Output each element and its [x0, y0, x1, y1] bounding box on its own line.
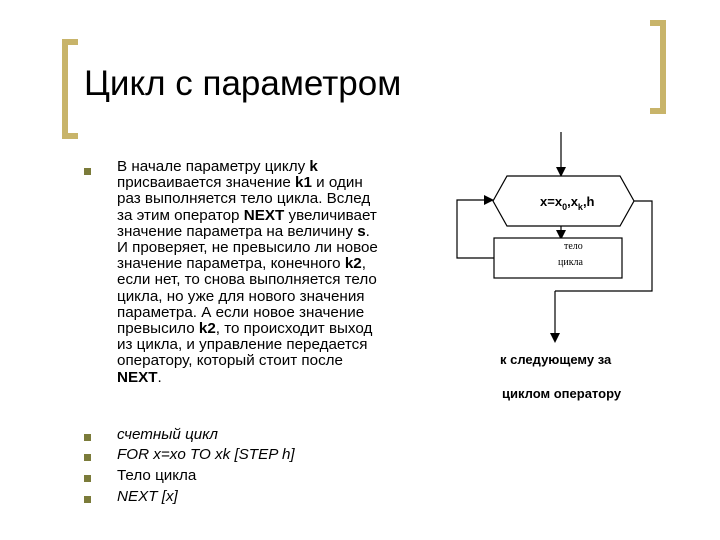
description-line: присваивается значение k1 и один [117, 174, 363, 192]
code-next: NEXT [x] [117, 488, 178, 505]
loop-back-arrow [457, 200, 494, 258]
description-line: параметра. А если новое значение [117, 303, 365, 321]
description-line: превысило k2, то происходит выход [117, 320, 373, 338]
description-line: В начале параметру циклу k [117, 158, 318, 175]
description-line: если нет, то снова выполняется тело [117, 271, 377, 289]
loop-body-text-1: тело [564, 241, 583, 252]
description-line: значение параметра, конечного k2, [117, 255, 366, 273]
description-line: за этим оператор NEXT увеличивает [117, 206, 377, 224]
loop-header-hexagon [493, 176, 634, 226]
slide-title: Цикл с параметром [84, 64, 402, 103]
description-line: NEXT. [117, 368, 162, 386]
code-comment: счетный цикл [117, 426, 218, 443]
loop-header-text: $x=x_0,x_k,h$ [540, 194, 595, 212]
description-line: из цикла, и управление передается [117, 336, 368, 354]
description-line: оператору, который стоит после [117, 352, 343, 370]
code-body: Тело цикла [117, 467, 197, 484]
description-line: цикла, но уже для нового значения [117, 287, 365, 305]
exit-caption-line-1: к следующему за [500, 352, 612, 367]
exit-caption-line-2: циклом оператору [502, 386, 622, 401]
code-for-header: FOR x=xo TO xk [STEP h] [117, 446, 295, 463]
description-line: раз выполняется тело цикла. Вслед [117, 190, 371, 208]
description-line: И проверяет, не превысило ли новое [117, 239, 378, 257]
description-line: значение параметра на величину s. [117, 222, 370, 240]
loop-body-text-2: цикла [558, 257, 583, 268]
